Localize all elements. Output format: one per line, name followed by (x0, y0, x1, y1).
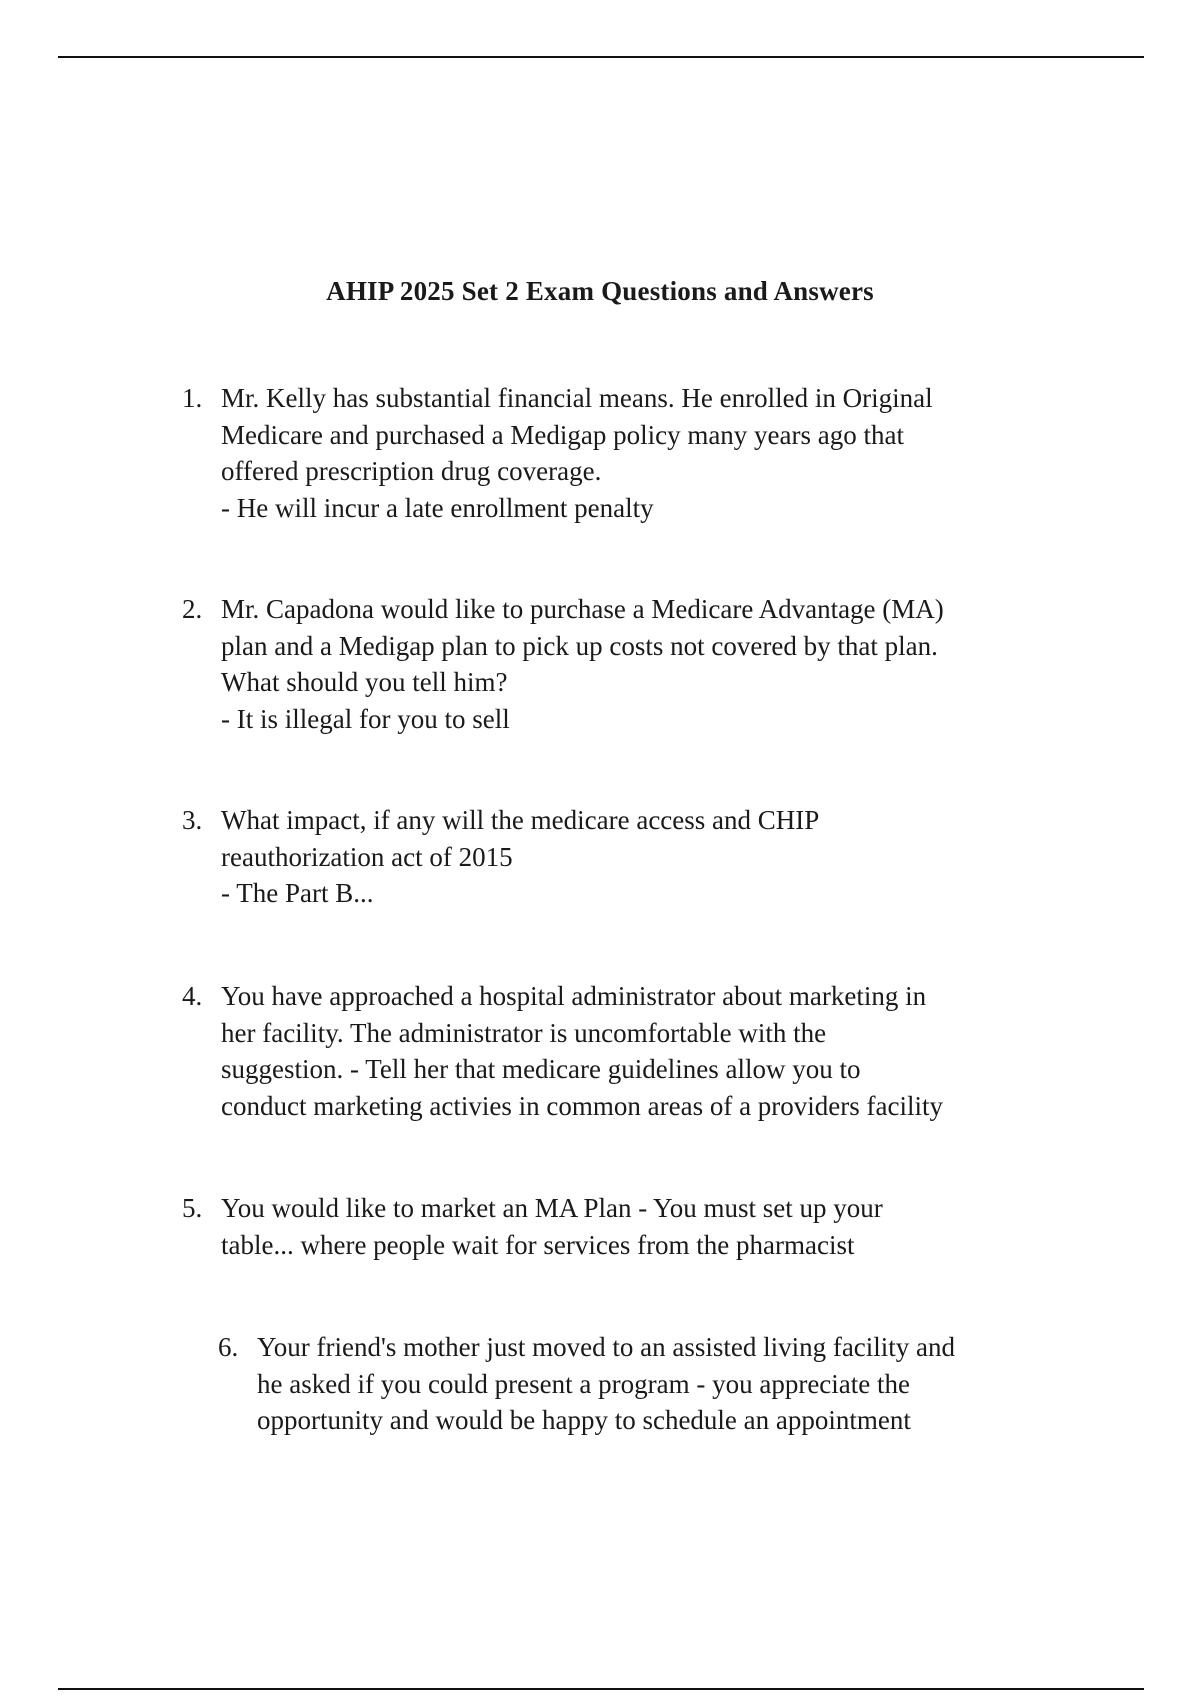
question-number: 2. (182, 594, 203, 624)
question-text (257, 1329, 955, 1439)
question-line: What impact, if any will the medicare access and CHIP (221, 805, 820, 835)
question-6 (218, 1329, 955, 1439)
answer-line: - It is illegal for you to sell (221, 703, 510, 734)
question-1 (182, 380, 933, 526)
question-text (221, 978, 943, 1124)
footer-rule (58, 1688, 1144, 1690)
question-text (221, 380, 933, 526)
question-line: What should you tell him? (221, 667, 508, 697)
question-line: suggestion. - Tell her that medicare guidelines allow you to (221, 1054, 861, 1084)
question-2 (182, 591, 944, 737)
question-line: table... where people wait for services from the pharmacist (221, 1229, 855, 1260)
question-line: You would like to market an MA Plan - You must set up your (221, 1193, 883, 1223)
question-number: 1. (182, 383, 203, 413)
question-number: 4. (182, 981, 203, 1011)
question-line: Medicare and purchased a Medigap policy many years ago that (221, 419, 904, 450)
document-title: AHIP 2025 Set 2 Exam Questions and Answers (326, 276, 874, 306)
question-text (221, 802, 819, 912)
question-number: 5. (182, 1193, 203, 1223)
question-number: 3. (182, 805, 203, 835)
question-line: Mr. Kelly has substantial financial means. He enrolled in Original (221, 383, 933, 413)
question-line: reauthorization act of 2015 (221, 841, 513, 872)
answer-line: - He will incur a late enrollment penalty (221, 492, 654, 523)
question-line: he asked if you could present a program - you appreciate the (257, 1368, 910, 1399)
question-line: Mr. Capadona would like to purchase a Medicare Advantage (MA) (221, 594, 944, 624)
question-line: her facility. The administrator is uncomfortable with the (221, 1017, 827, 1048)
question-number: 6. (218, 1332, 239, 1362)
answer-line: - The Part B... (221, 878, 374, 908)
question-text (221, 1190, 883, 1263)
question-line: opportunity and would be happy to schedule an appointment (257, 1405, 911, 1435)
question-line: conduct marketing activies in common areas of a providers facility (221, 1090, 943, 1121)
question-4 (182, 978, 943, 1124)
question-text (221, 591, 944, 737)
question-line: Your friend's mother just moved to an assisted living facility and (257, 1332, 956, 1362)
question-line: plan and a Medigap plan to pick up costs not covered by that plan. (221, 630, 938, 661)
header-rule (58, 56, 1144, 58)
question-5 (182, 1190, 883, 1263)
question-line: You have approached a hospital administrator about marketing in (221, 981, 927, 1011)
question-line: offered prescription drug coverage. (221, 456, 602, 486)
question-3 (182, 802, 819, 912)
